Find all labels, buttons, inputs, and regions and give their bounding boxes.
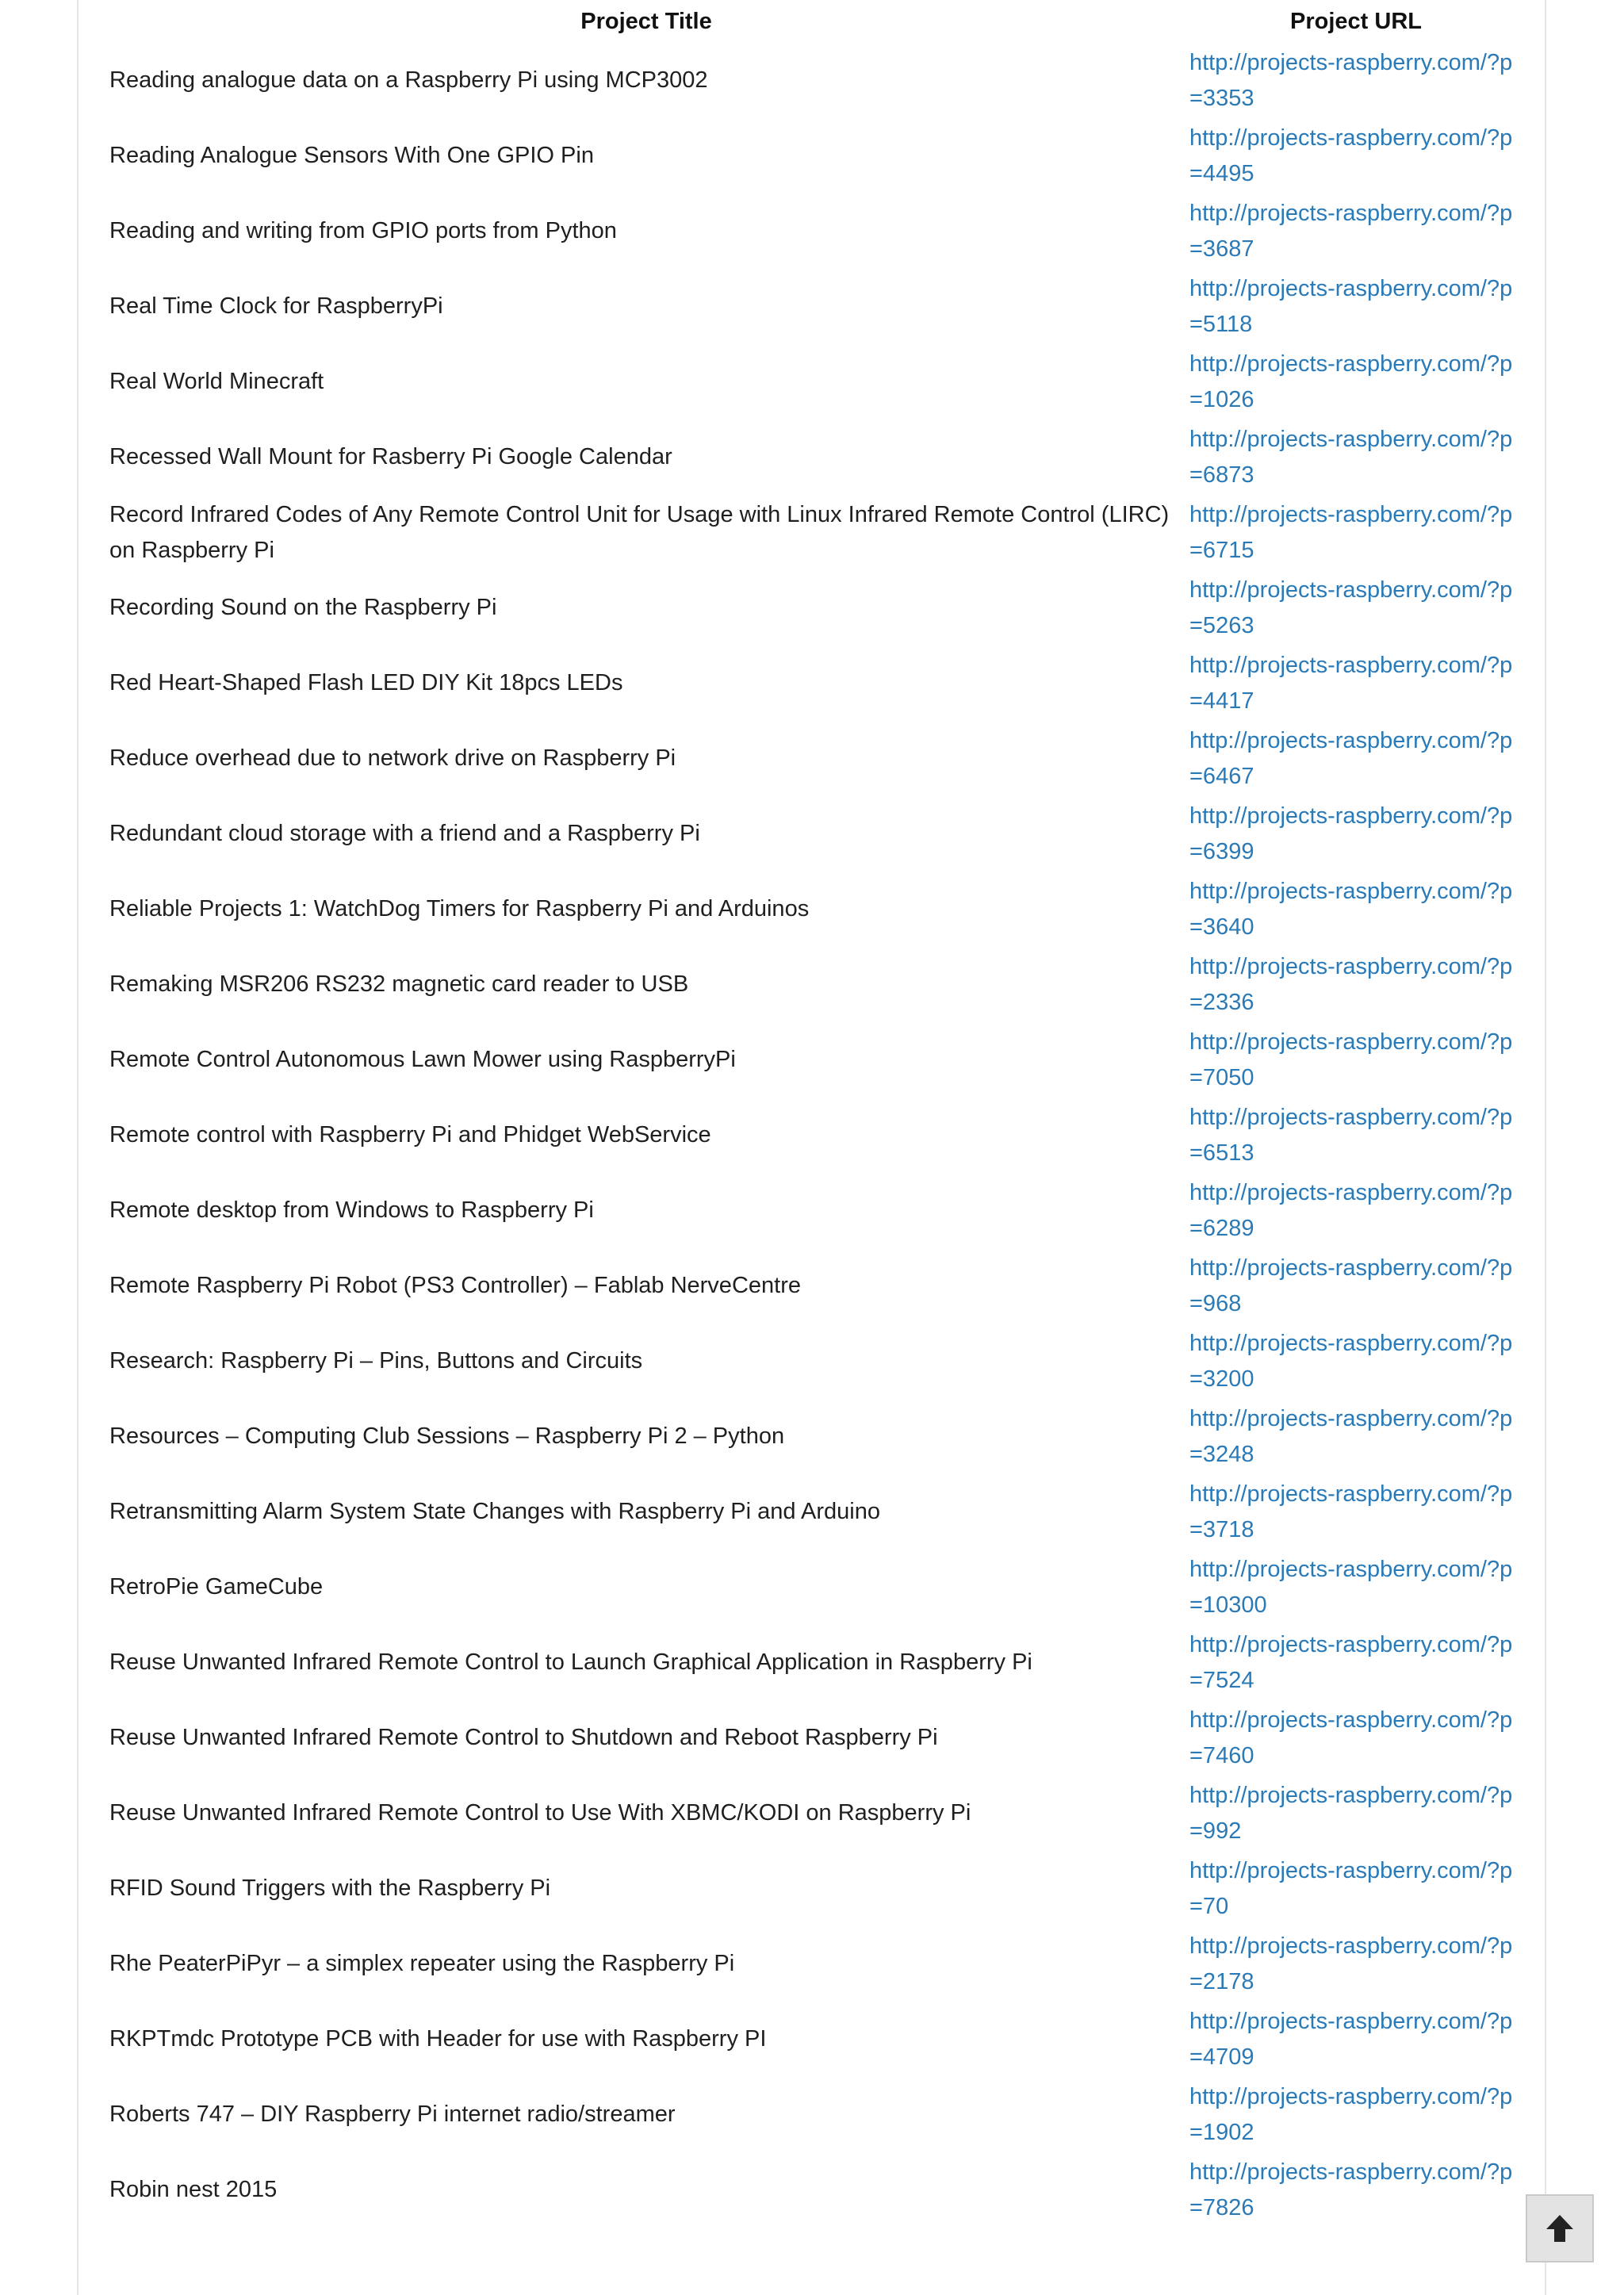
project-title: RetroPie GameCube bbox=[109, 1574, 324, 1600]
project-title: Reduce overhead due to network drive on Raspberry Pi bbox=[109, 745, 676, 771]
table-row bbox=[103, 1399, 1522, 1474]
table-row bbox=[103, 1098, 1522, 1173]
project-title: Reliable Projects 1: WatchDog Timers for Raspberry Pi and Arduinos bbox=[109, 896, 810, 921]
column-header-title: Project Title bbox=[580, 8, 712, 34]
project-title: Red Heart-Shaped Flash LED DIY Kit 18pcs LEDs bbox=[109, 670, 623, 695]
table-row bbox=[103, 344, 1522, 420]
arrow-up-icon bbox=[1544, 2213, 1576, 2244]
project-url-cell bbox=[1189, 1474, 1522, 1550]
table-row bbox=[103, 420, 1522, 495]
project-url-link[interactable]: http://projects-raspberry.com/?p=968 bbox=[1189, 1255, 1513, 1316]
project-title: Robin nest 2015 bbox=[109, 2177, 278, 2202]
project-url-cell bbox=[1189, 796, 1522, 872]
project-title: Recording Sound on the Raspberry Pi bbox=[109, 595, 497, 620]
project-url-link[interactable]: http://projects-raspberry.com/?p=6399 bbox=[1189, 803, 1513, 864]
table-row bbox=[103, 1700, 1522, 1776]
project-title: RKPTmdc Prototype PCB with Header for use with Raspberry PI bbox=[109, 2026, 767, 2052]
project-url-link[interactable]: http://projects-raspberry.com/?p=3687 bbox=[1189, 200, 1513, 262]
project-title: Remaking MSR206 RS232 magnetic card reader to USB bbox=[109, 971, 689, 997]
project-url-cell bbox=[1189, 1700, 1522, 1776]
project-url-link[interactable]: http://projects-raspberry.com/?p=3718 bbox=[1189, 1481, 1513, 1542]
project-url-cell bbox=[1189, 1022, 1522, 1098]
project-url-cell bbox=[1189, 1173, 1522, 1248]
project-url-cell bbox=[1189, 2002, 1522, 2077]
project-url-link[interactable]: http://projects-raspberry.com/?p=2178 bbox=[1189, 1933, 1513, 1994]
project-url-cell bbox=[1189, 495, 1522, 570]
table-row bbox=[103, 872, 1522, 947]
project-url-cell bbox=[1189, 118, 1522, 193]
project-url-cell bbox=[1189, 1625, 1522, 1700]
project-url-link[interactable]: http://projects-raspberry.com/?p=6467 bbox=[1189, 727, 1513, 789]
project-title: Real World Minecraft bbox=[109, 369, 324, 394]
project-url-link[interactable]: http://projects-raspberry.com/?p=992 bbox=[1189, 1782, 1513, 1844]
table-row bbox=[103, 118, 1522, 193]
table-row bbox=[103, 193, 1522, 269]
table-row bbox=[103, 570, 1522, 646]
project-url-cell bbox=[1189, 1098, 1522, 1173]
project-url-link[interactable]: http://projects-raspberry.com/?p=70 bbox=[1189, 1857, 1513, 1919]
project-url-cell bbox=[1189, 1248, 1522, 1324]
table-body bbox=[103, 43, 1522, 2228]
project-url-cell bbox=[1189, 420, 1522, 495]
project-title: Reading analogue data on a Raspberry Pi using MCP3002 bbox=[109, 67, 708, 93]
project-url-link[interactable]: http://projects-raspberry.com/?p=10300 bbox=[1189, 1556, 1513, 1618]
project-url-cell bbox=[1189, 721, 1522, 796]
table-row bbox=[103, 1851, 1522, 1926]
table-header-row bbox=[103, 0, 1522, 43]
project-title: Reading and writing from GPIO ports from Python bbox=[109, 218, 617, 243]
project-url-link[interactable]: http://projects-raspberry.com/?p=4495 bbox=[1189, 125, 1513, 186]
project-url-link[interactable]: http://projects-raspberry.com/?p=3248 bbox=[1189, 1405, 1513, 1467]
table-row bbox=[103, 1926, 1522, 2002]
table-row bbox=[103, 1248, 1522, 1324]
project-url-link[interactable]: http://projects-raspberry.com/?p=2336 bbox=[1189, 953, 1513, 1015]
table-row bbox=[103, 269, 1522, 344]
project-url-cell bbox=[1189, 1550, 1522, 1625]
table-row bbox=[103, 495, 1522, 570]
project-url-cell bbox=[1189, 1776, 1522, 1851]
back-to-top-button[interactable] bbox=[1526, 2194, 1594, 2262]
project-url-link[interactable]: http://projects-raspberry.com/?p=6513 bbox=[1189, 1104, 1513, 1166]
project-url-link[interactable]: http://projects-raspberry.com/?p=6873 bbox=[1189, 426, 1513, 488]
project-title: RFID Sound Triggers with the Raspberry Pi bbox=[109, 1875, 551, 1901]
project-title: Remote control with Raspberry Pi and Phidget WebService bbox=[109, 1122, 711, 1148]
project-url-link[interactable]: http://projects-raspberry.com/?p=7050 bbox=[1189, 1029, 1513, 1090]
table-row bbox=[103, 1474, 1522, 1550]
project-url-link[interactable]: http://projects-raspberry.com/?p=7826 bbox=[1189, 2159, 1513, 2220]
project-title: Real Time Clock for RaspberryPi bbox=[109, 293, 443, 319]
project-url-cell bbox=[1189, 947, 1522, 1022]
project-url-link[interactable]: http://projects-raspberry.com/?p=3353 bbox=[1189, 49, 1513, 111]
project-title: Reuse Unwanted Infrared Remote Control to Launch Graphical Application in Raspberry Pi bbox=[109, 1649, 1032, 1675]
project-url-link[interactable]: http://projects-raspberry.com/?p=4417 bbox=[1189, 652, 1513, 714]
project-url-cell bbox=[1189, 1851, 1522, 1926]
table-row bbox=[103, 1173, 1522, 1248]
project-url-cell bbox=[1189, 193, 1522, 269]
table-row bbox=[103, 1625, 1522, 1700]
project-url-link[interactable]: http://projects-raspberry.com/?p=7460 bbox=[1189, 1707, 1513, 1768]
project-url-link[interactable]: http://projects-raspberry.com/?p=5118 bbox=[1189, 275, 1513, 337]
project-url-cell bbox=[1189, 344, 1522, 420]
project-url-link[interactable]: http://projects-raspberry.com/?p=7524 bbox=[1189, 1631, 1513, 1693]
project-url-link[interactable]: http://projects-raspberry.com/?p=3640 bbox=[1189, 878, 1513, 940]
project-url-cell bbox=[1189, 570, 1522, 646]
project-url-cell bbox=[1189, 2152, 1522, 2228]
project-title: Recessed Wall Mount for Rasberry Pi Google Calendar bbox=[109, 444, 672, 469]
project-title: Reuse Unwanted Infrared Remote Control to Shutdown and Reboot Raspberry Pi bbox=[109, 1725, 938, 1750]
table-row bbox=[103, 1550, 1522, 1625]
project-url-cell bbox=[1189, 1399, 1522, 1474]
project-title: Research: Raspberry Pi – Pins, Buttons and Circuits bbox=[109, 1348, 643, 1374]
project-url-link[interactable]: http://projects-raspberry.com/?p=5263 bbox=[1189, 577, 1513, 638]
table-row bbox=[103, 796, 1522, 872]
project-title: Reuse Unwanted Infrared Remote Control to Use With XBMC/KODI on Raspberry Pi bbox=[109, 1800, 971, 1826]
project-url-cell bbox=[1189, 43, 1522, 118]
project-url-cell bbox=[1189, 872, 1522, 947]
project-url-cell bbox=[1189, 646, 1522, 721]
project-url-link[interactable]: http://projects-raspberry.com/?p=3200 bbox=[1189, 1330, 1513, 1392]
project-url-cell bbox=[1189, 1926, 1522, 2002]
project-title: Reading Analogue Sensors With One GPIO Pin bbox=[109, 143, 594, 168]
project-url-cell bbox=[1189, 2077, 1522, 2152]
table-row bbox=[103, 2077, 1522, 2152]
column-header-url: Project URL bbox=[1290, 8, 1422, 34]
table-row bbox=[103, 646, 1522, 721]
table-row bbox=[103, 947, 1522, 1022]
project-title: Resources – Computing Club Sessions – Raspberry Pi 2 – Python bbox=[109, 1423, 785, 1449]
project-title: Retransmitting Alarm System State Changes with Raspberry Pi and Arduino bbox=[109, 1499, 880, 1524]
project-title: Remote Control Autonomous Lawn Mower using RaspberryPi bbox=[109, 1047, 736, 1072]
project-url-cell bbox=[1189, 1324, 1522, 1399]
projects-table bbox=[103, 0, 1522, 2228]
table-row bbox=[103, 1324, 1522, 1399]
table-row bbox=[103, 1776, 1522, 1851]
project-title: Roberts 747 – DIY Raspberry Pi internet radio/streamer bbox=[109, 2102, 676, 2127]
project-title: Remote Raspberry Pi Robot (PS3 Controller) – Fablab NerveCentre bbox=[109, 1273, 801, 1298]
table-row bbox=[103, 721, 1522, 796]
table-row bbox=[103, 2002, 1522, 2077]
project-url-link[interactable]: http://projects-raspberry.com/?p=6289 bbox=[1189, 1179, 1513, 1241]
table-row bbox=[103, 2152, 1522, 2228]
project-title: Redundant cloud storage with a friend and a Raspberry Pi bbox=[109, 821, 700, 846]
table-row bbox=[103, 43, 1522, 118]
table-row bbox=[103, 1022, 1522, 1098]
project-title: Remote desktop from Windows to Raspberry Pi bbox=[109, 1197, 594, 1223]
project-title: Record Infrared Codes of Any Remote Control Unit for Usage with Linux Infrared Remote Control (LIRC) on Raspberry Pi bbox=[109, 501, 1170, 563]
project-url-link[interactable]: http://projects-raspberry.com/?p=6715 bbox=[1189, 501, 1513, 563]
project-url-link[interactable]: http://projects-raspberry.com/?p=4709 bbox=[1189, 2008, 1513, 2070]
project-url-link[interactable]: http://projects-raspberry.com/?p=1026 bbox=[1189, 351, 1513, 412]
project-url-cell bbox=[1189, 269, 1522, 344]
project-title: Rhe PeaterPiPyr – a simplex repeater using the Raspberry Pi bbox=[109, 1951, 735, 1976]
project-url-link[interactable]: http://projects-raspberry.com/?p=1902 bbox=[1189, 2083, 1513, 2145]
